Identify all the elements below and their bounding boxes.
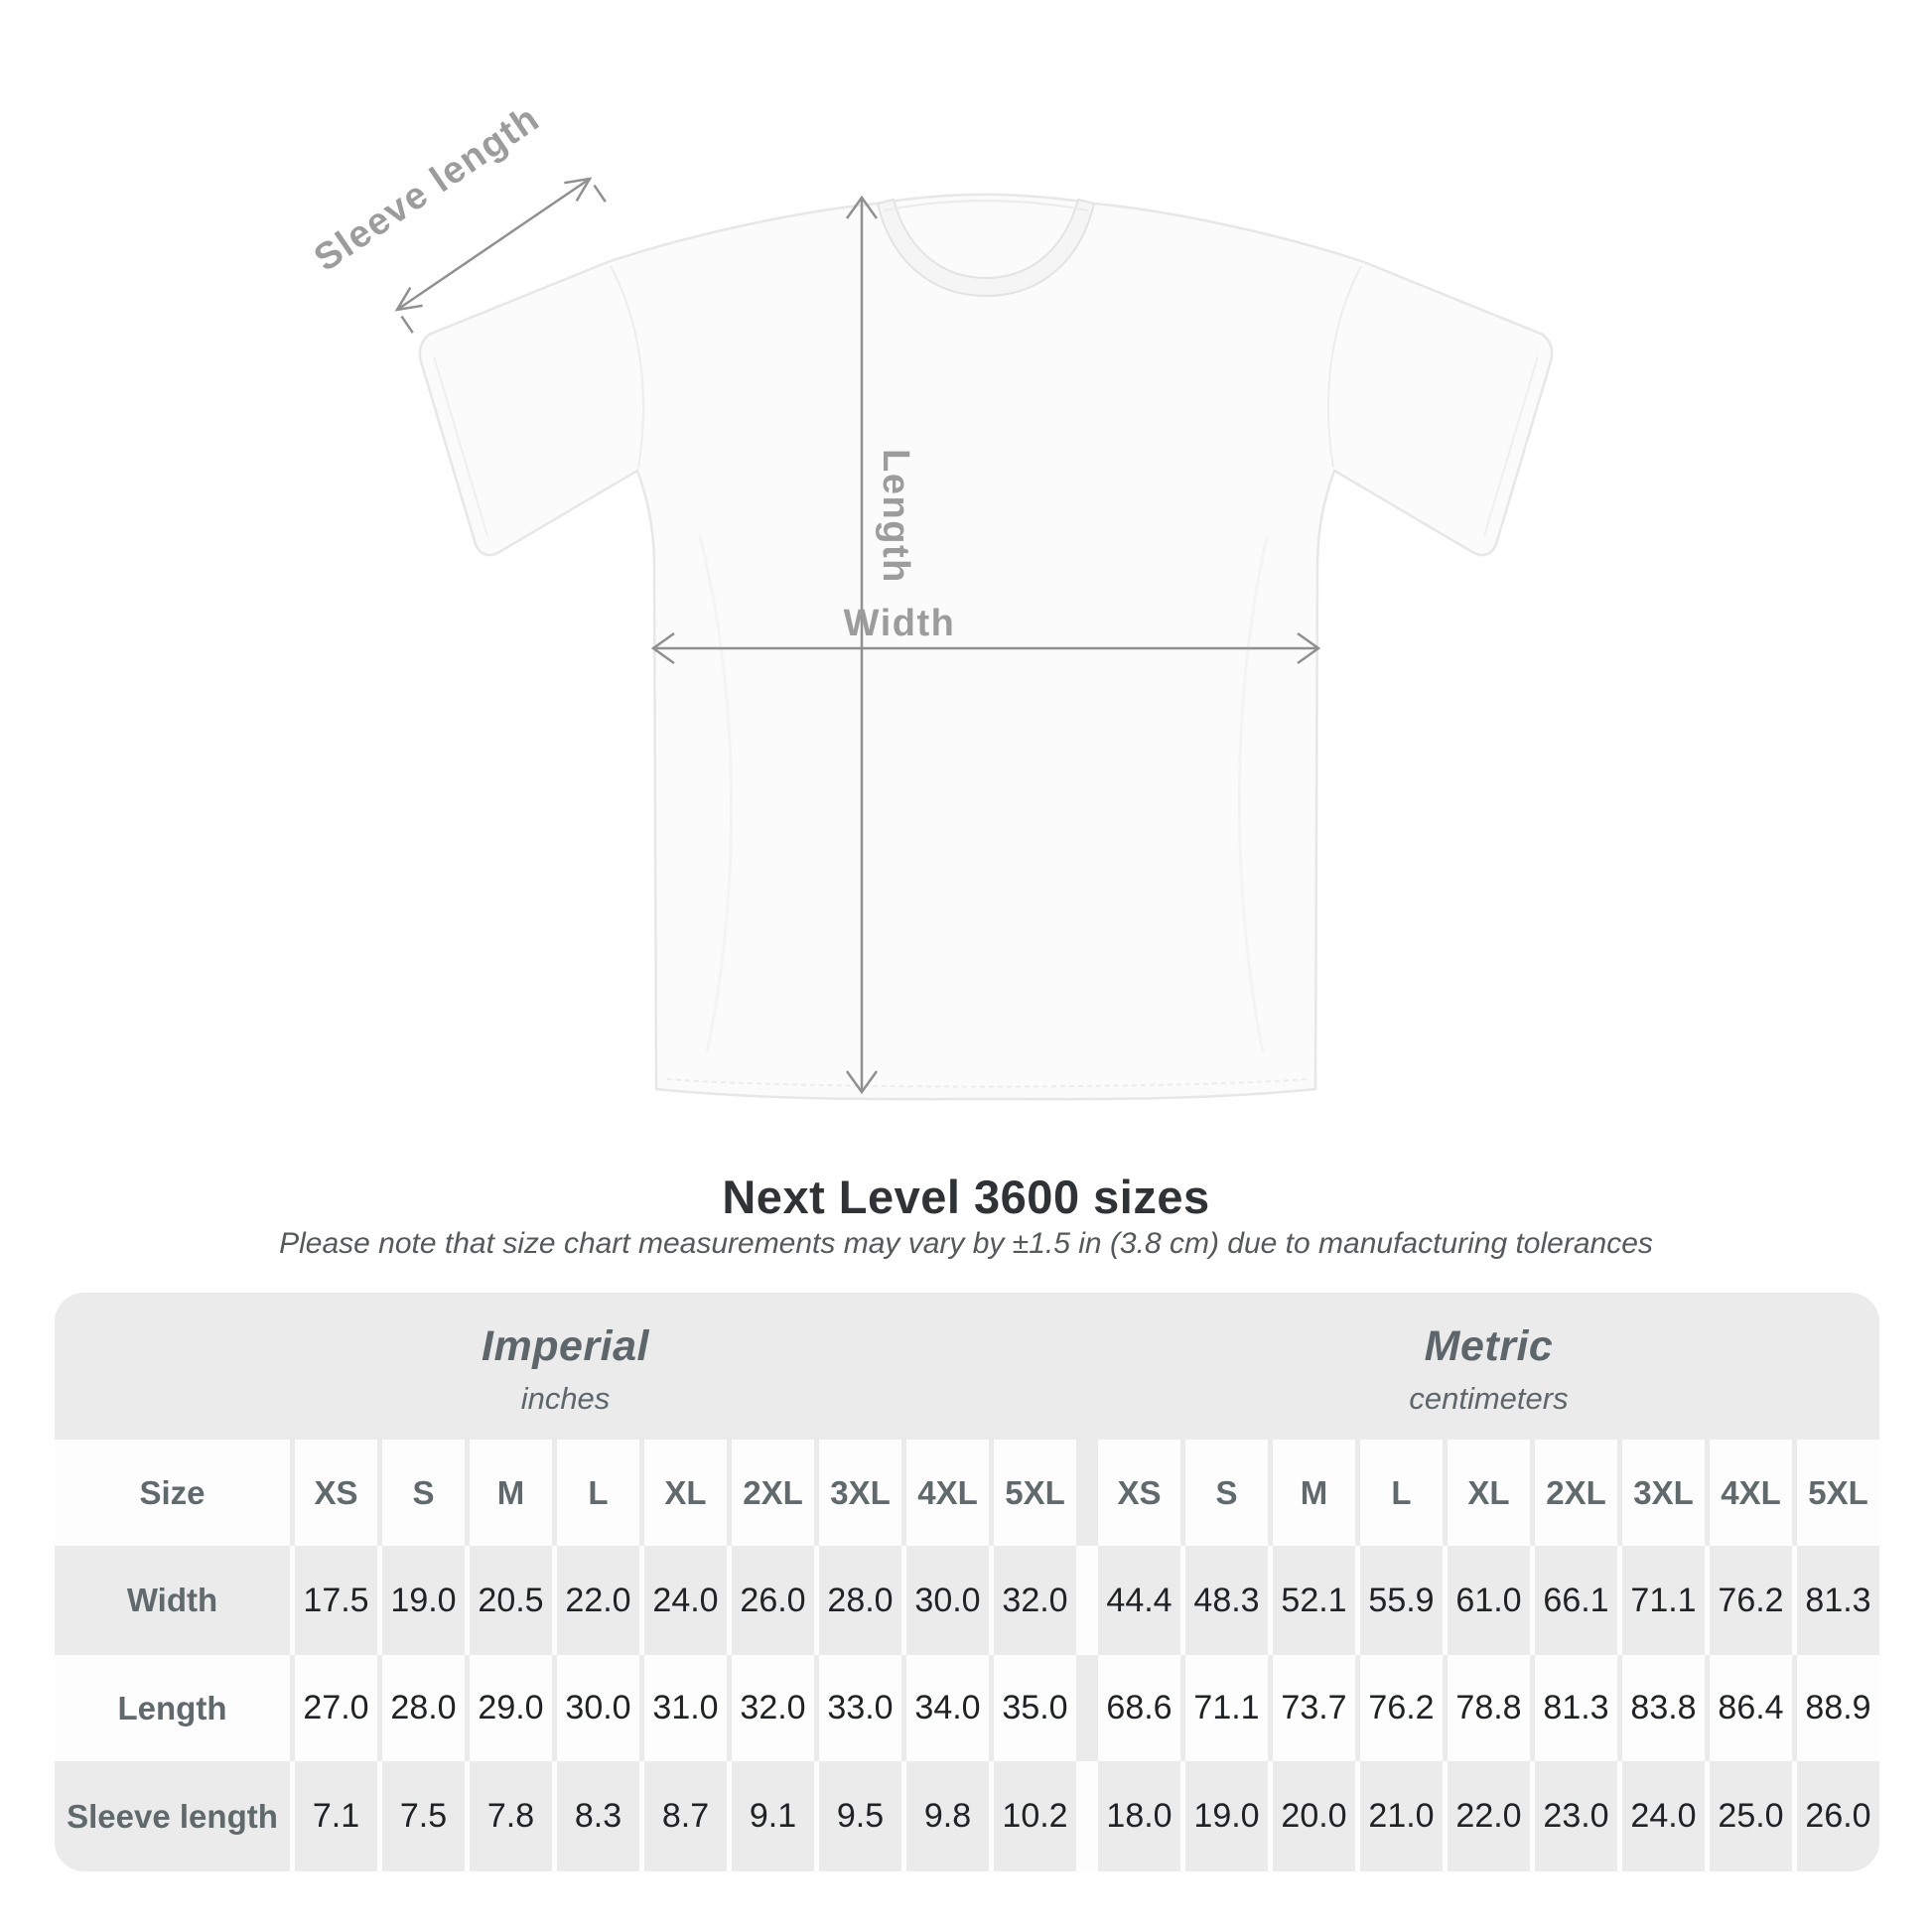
imperial-cell: 3XL: [819, 1440, 901, 1546]
metric-units: centimeters: [1409, 1380, 1569, 1416]
imperial-cell: 32.0: [732, 1655, 814, 1761]
size-table: [55, 1293, 1879, 1871]
metric-cell: 66.1: [1535, 1546, 1617, 1655]
imperial-cell: 8.7: [644, 1761, 727, 1871]
imperial-cell: 9.5: [819, 1761, 901, 1871]
row-label: Length: [55, 1655, 290, 1761]
imperial-cell: 19.0: [382, 1546, 465, 1655]
metric-cell: 24.0: [1622, 1761, 1705, 1871]
imperial-cell: 10.2: [994, 1761, 1076, 1871]
imperial-cell: 31.0: [644, 1655, 727, 1761]
imperial-cell: 17.5: [295, 1546, 377, 1655]
imperial-cell: 22.0: [557, 1546, 639, 1655]
imperial-cell: 28.0: [382, 1655, 465, 1761]
imperial-cell: 33.0: [819, 1655, 901, 1761]
metric-cell: 73.7: [1273, 1655, 1355, 1761]
metric-cell: 21.0: [1360, 1761, 1443, 1871]
table-row: [55, 1761, 1879, 1871]
imperial-cell: M: [470, 1440, 552, 1546]
tshirt-body: [420, 195, 1552, 1099]
metric-cell: 76.2: [1710, 1546, 1792, 1655]
imperial-cell: 35.0: [994, 1655, 1076, 1761]
imperial-cell: 2XL: [732, 1440, 814, 1546]
imperial-cell: 28.0: [819, 1546, 901, 1655]
metric-cell: 44.4: [1098, 1546, 1180, 1655]
metric-section-header: [1098, 1293, 1879, 1440]
imperial-label: Imperial: [482, 1321, 649, 1370]
width-label: Width: [843, 603, 956, 644]
imperial-cell: 24.0: [644, 1546, 727, 1655]
imperial-cell: 9.1: [732, 1761, 814, 1871]
metric-cell: 86.4: [1710, 1655, 1792, 1761]
section-divider: [1081, 1655, 1093, 1761]
row-label: Width: [55, 1546, 290, 1655]
imperial-cell: L: [557, 1440, 639, 1546]
metric-cell: L: [1360, 1440, 1443, 1546]
imperial-cell: XL: [644, 1440, 727, 1546]
size-header-row: [55, 1440, 1879, 1546]
imperial-cell: 4XL: [906, 1440, 989, 1546]
imperial-cell: 29.0: [470, 1655, 552, 1761]
imperial-cell: 30.0: [906, 1546, 989, 1655]
metric-cell: XL: [1448, 1440, 1530, 1546]
imperial-cell: 30.0: [557, 1655, 639, 1761]
tshirt-illustration: [420, 195, 1552, 1099]
section-divider: [1081, 1440, 1093, 1546]
metric-cell: 25.0: [1710, 1761, 1792, 1871]
metric-cell: 78.8: [1448, 1655, 1530, 1761]
imperial-cell: 27.0: [295, 1655, 377, 1761]
imperial-cell: 5XL: [994, 1440, 1076, 1546]
imperial-units: inches: [520, 1380, 611, 1416]
metric-cell: 26.0: [1797, 1761, 1879, 1871]
imperial-cell: 20.5: [470, 1546, 552, 1655]
imperial-cell: 26.0: [732, 1546, 814, 1655]
size-column-header: Size: [55, 1440, 290, 1546]
metric-cell: 76.2: [1360, 1655, 1443, 1761]
metric-cell: S: [1185, 1440, 1268, 1546]
imperial-section-header: [55, 1293, 1076, 1440]
metric-cell: 19.0: [1185, 1761, 1268, 1871]
metric-cell: 83.8: [1622, 1655, 1705, 1761]
metric-cell: 71.1: [1622, 1546, 1705, 1655]
imperial-cell: 34.0: [906, 1655, 989, 1761]
metric-cell: M: [1273, 1440, 1355, 1546]
imperial-cell: 7.8: [470, 1761, 552, 1871]
page-subtitle: Please note that size chart measurements may vary by ±1.5 in (3.8 cm) due to manufacturing tolerances: [279, 1227, 1653, 1260]
row-label: Sleeve length: [55, 1761, 290, 1871]
page-title: Next Level 3600 sizes: [722, 1171, 1210, 1223]
section-divider: [1081, 1761, 1093, 1871]
metric-cell: 88.9: [1797, 1655, 1879, 1761]
metric-cell: XS: [1098, 1440, 1180, 1546]
imperial-cell: XS: [295, 1440, 377, 1546]
metric-cell: 55.9: [1360, 1546, 1443, 1655]
metric-cell: 61.0: [1448, 1546, 1530, 1655]
length-label: Length: [875, 449, 916, 584]
imperial-cell: 32.0: [994, 1546, 1076, 1655]
imperial-cell: 7.1: [295, 1761, 377, 1871]
imperial-cell: 9.8: [906, 1761, 989, 1871]
metric-cell: 71.1: [1185, 1655, 1268, 1761]
sleeve-length-label: Sleeve length: [307, 97, 548, 280]
section-divider: [1081, 1546, 1093, 1655]
metric-cell: 22.0: [1448, 1761, 1530, 1871]
metric-cell: 81.3: [1797, 1546, 1879, 1655]
metric-cell: 18.0: [1098, 1761, 1180, 1871]
imperial-cell: S: [382, 1440, 465, 1546]
unit-header-row: [55, 1293, 1879, 1440]
imperial-cell: 7.5: [382, 1761, 465, 1871]
metric-cell: 5XL: [1797, 1440, 1879, 1546]
metric-cell: 2XL: [1535, 1440, 1617, 1546]
metric-cell: 48.3: [1185, 1546, 1268, 1655]
metric-cell: 20.0: [1273, 1761, 1355, 1871]
table-row: [55, 1655, 1879, 1761]
metric-cell: 52.1: [1273, 1546, 1355, 1655]
table-row: [55, 1546, 1879, 1655]
metric-cell: 23.0: [1535, 1761, 1617, 1871]
metric-label: Metric: [1424, 1321, 1554, 1370]
metric-cell: 81.3: [1535, 1655, 1617, 1761]
imperial-cell: 8.3: [557, 1761, 639, 1871]
metric-cell: 68.6: [1098, 1655, 1180, 1761]
metric-cell: 3XL: [1622, 1440, 1705, 1546]
metric-cell: 4XL: [1710, 1440, 1792, 1546]
